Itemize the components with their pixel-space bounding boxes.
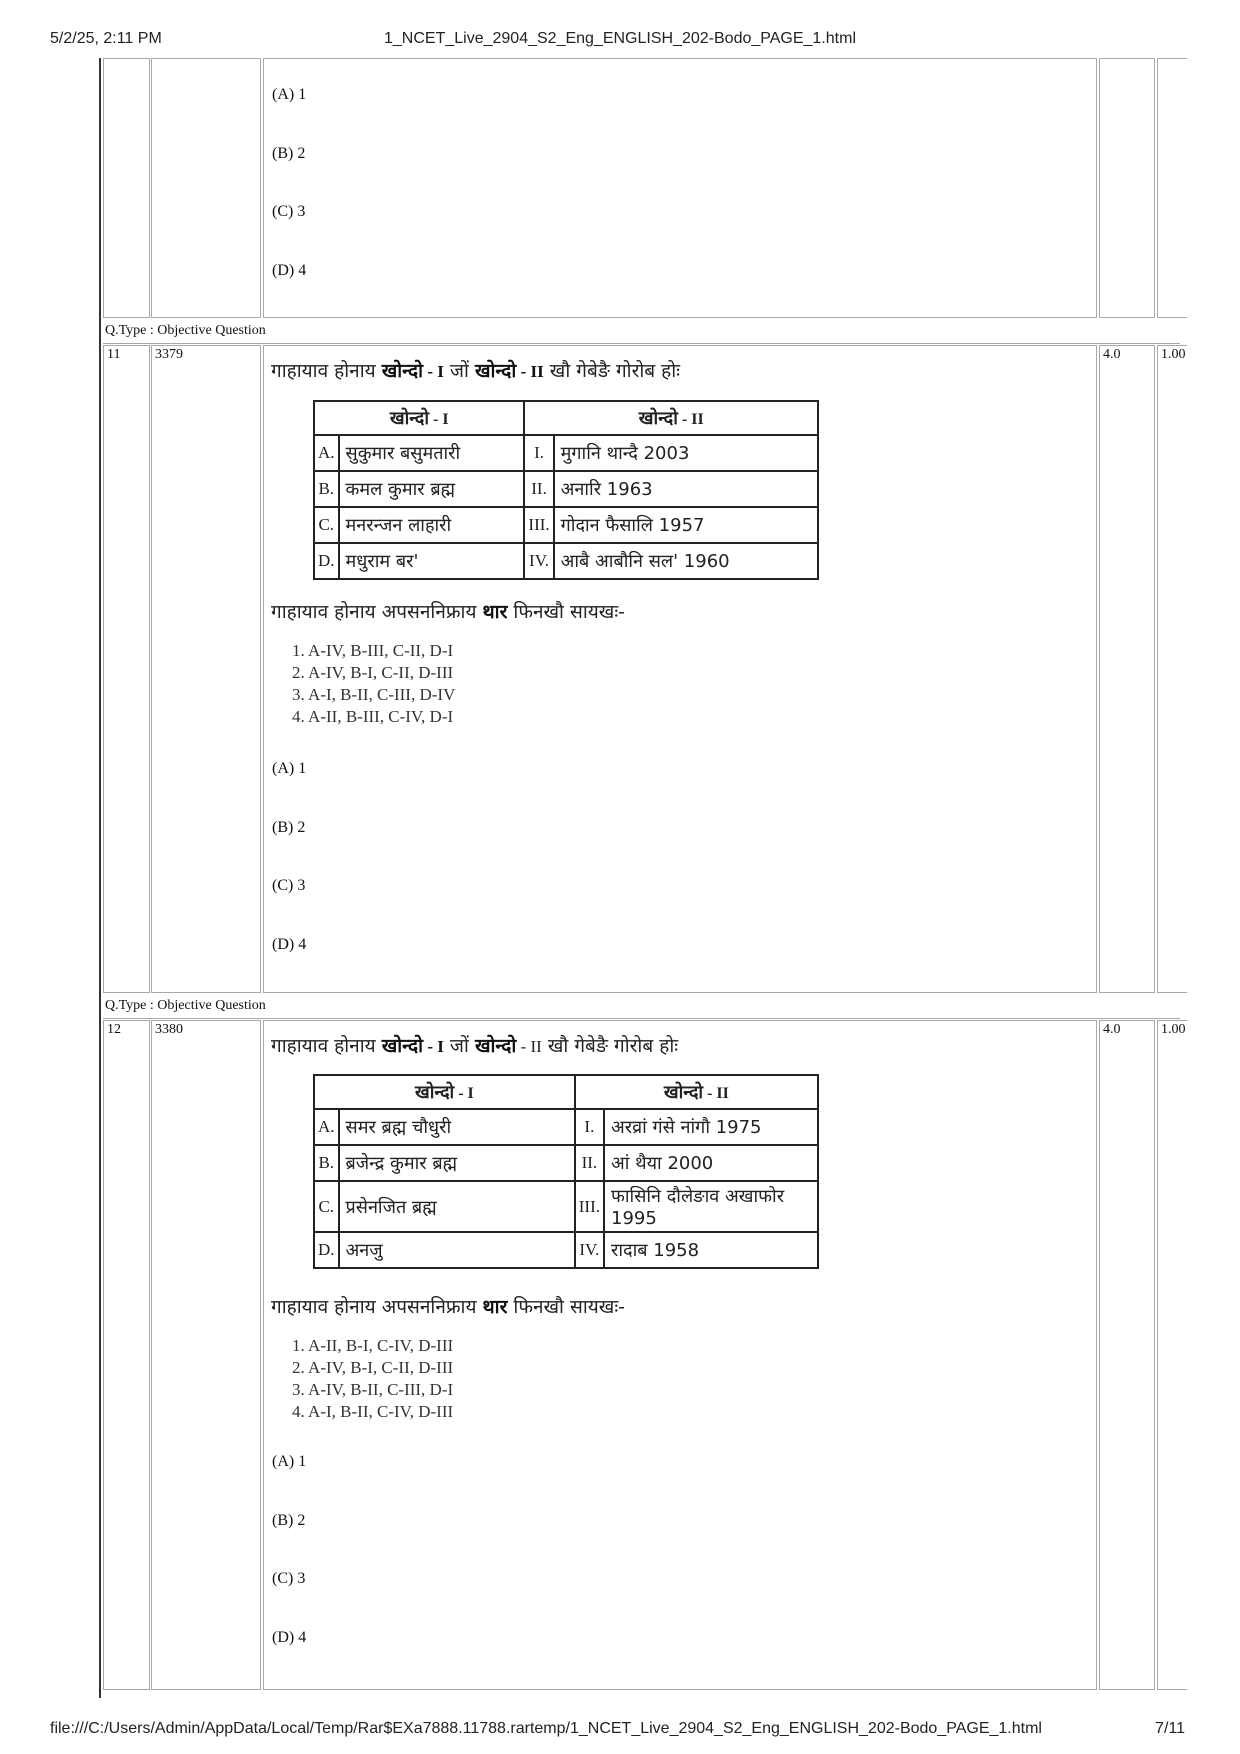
row-key: B. <box>314 471 339 507</box>
question-number: 12 <box>107 1022 121 1037</box>
instruction-text: फिनखौ सायखः- <box>507 1296 626 1318</box>
row-value: समर ब्रह्म चौधुरी <box>339 1109 575 1145</box>
list-1-numeral: - I <box>423 362 444 381</box>
match-table <box>313 1074 819 1269</box>
list-2-numeral: - II <box>516 362 544 381</box>
qtype-text: Q.Type : Objective Question <box>105 323 266 338</box>
question-number-cell <box>103 345 150 993</box>
prev-option-a[interactable]: (A) 1 <box>272 86 307 103</box>
list-2-header <box>524 401 818 435</box>
list-1-word: खोन्दो <box>381 1035 424 1057</box>
negative-marks: 1.00 <box>1161 347 1186 362</box>
row-value: कमल कुमार ब्रह्म <box>339 471 525 507</box>
question-stem <box>271 357 680 383</box>
list-item: 4. A-II, B-III, C-IV, D-I <box>292 707 454 726</box>
table-row <box>314 1181 818 1232</box>
instruction-text: गाहायाव होनाय अपसननिफ्राय <box>271 1296 483 1318</box>
list-item: 2. A-IV, B-I, C-II, D-III <box>292 663 454 682</box>
answer-combinations <box>292 640 455 728</box>
table-row <box>314 1232 818 1268</box>
list-1-word: खोन्दो <box>381 360 424 382</box>
row-value: रादाब 1958 <box>604 1232 818 1268</box>
row-key: II. <box>524 471 553 507</box>
row-value: मुगानि थान्दै 2003 <box>554 435 818 471</box>
row-key: I. <box>524 435 553 471</box>
prev-sno-cell <box>103 58 150 318</box>
question-id-cell <box>151 345 261 993</box>
table-row <box>314 471 818 507</box>
list-1-header <box>314 401 524 435</box>
row-key: III. <box>575 1181 604 1232</box>
option-a[interactable]: (A) 1 <box>272 760 307 777</box>
prev-option-b[interactable]: (B) 2 <box>272 145 306 162</box>
list-2-numeral: - II <box>516 1037 542 1056</box>
marks-cell <box>1099 345 1155 993</box>
row-value: अनारि 1963 <box>554 471 818 507</box>
stem-text: गाहायाव होनाय <box>271 1035 382 1057</box>
divider <box>103 343 1180 344</box>
header-numeral: - I <box>429 411 449 428</box>
row-key: I. <box>575 1109 604 1145</box>
header-numeral: - I <box>454 1085 474 1102</box>
negative-marks-cell <box>1157 345 1187 993</box>
marks: 4.0 <box>1103 347 1121 362</box>
row-value: मनरन्जन लाहारी <box>339 507 525 543</box>
option-b[interactable]: (B) 2 <box>272 819 306 836</box>
prev-marks-cell <box>1099 58 1155 318</box>
prev-question-cell <box>263 58 1097 318</box>
stem-text: जों <box>443 360 475 382</box>
instruction-text: गाहायाव होनाय अपसननिफ्राय <box>271 601 483 623</box>
row-value: आं थैया 2000 <box>604 1145 818 1181</box>
option-c[interactable]: (C) 3 <box>272 877 306 894</box>
instruction-bold: थार <box>482 601 508 623</box>
row-value: फासिनि दौलेङाव अखाफोर 1995 <box>604 1181 818 1232</box>
header-word: खोन्दो <box>389 408 430 429</box>
row-key: B. <box>314 1145 339 1181</box>
question-stem <box>271 1032 678 1058</box>
print-page-title: 1_NCET_Live_2904_S2_Eng_ENGLISH_202-Bodo_PAGE_1.html <box>384 30 856 47</box>
list-item: 3. A-I, B-II, C-III, D-IV <box>292 685 456 704</box>
question-number-cell <box>103 1020 150 1690</box>
match-table-header <box>314 401 818 435</box>
list-2-header <box>575 1075 818 1109</box>
row-key: III. <box>524 507 553 543</box>
instruction-bold: थार <box>482 1296 508 1318</box>
row-key: D. <box>314 543 339 579</box>
header-word: खोन्दो <box>415 1082 455 1103</box>
stem-text: खौ गेबेङै गोरोब होः <box>541 1035 679 1057</box>
divider <box>103 1018 1180 1019</box>
option-c[interactable]: (C) 3 <box>272 1570 306 1587</box>
prev-option-c[interactable]: (C) 3 <box>272 203 306 220</box>
table-row <box>314 1109 818 1145</box>
prev-option-d[interactable]: (D) 4 <box>272 262 307 279</box>
qtype-label <box>103 995 1180 1019</box>
row-value: अरव्रां गंसे नांगौ 1975 <box>604 1109 818 1145</box>
list-1-header <box>314 1075 575 1109</box>
list-item: 2. A-IV, B-I, C-II, D-III <box>292 1358 454 1377</box>
question-id: 3379 <box>155 347 183 362</box>
list-2-word: खोन्दो <box>474 1035 517 1057</box>
header-numeral: - II <box>703 1085 729 1102</box>
table-row <box>314 507 818 543</box>
row-key: IV. <box>575 1232 604 1268</box>
prev-qid-cell <box>151 58 261 318</box>
question-id: 3380 <box>155 1022 183 1037</box>
row-key: A. <box>314 435 339 471</box>
negative-marks-cell <box>1157 1020 1187 1690</box>
instruction-text: फिनखौ सायखः- <box>507 601 626 623</box>
row-value: प्रसेनजित ब्रह्म <box>339 1181 575 1232</box>
choose-instruction <box>271 1293 625 1319</box>
row-value: गोदान फैसालि 1957 <box>554 507 818 543</box>
negative-marks: 1.00 <box>1161 1022 1186 1037</box>
marks-cell <box>1099 1020 1155 1690</box>
table-row <box>314 435 818 471</box>
option-a[interactable]: (A) 1 <box>272 1453 307 1470</box>
row-value: आबै आबौनि सल' 1960 <box>554 543 818 579</box>
list-2-word: खोन्दो <box>474 360 517 382</box>
row-key: C. <box>314 1181 339 1232</box>
row-key: C. <box>314 507 339 543</box>
qtype-label <box>103 320 1180 344</box>
row-key: IV. <box>524 543 553 579</box>
option-b[interactable]: (B) 2 <box>272 1512 306 1529</box>
row-value: मधुराम बर' <box>339 543 525 579</box>
stem-text: खौ गेबेङै गोरोब होः <box>543 360 681 382</box>
answer-combinations <box>292 1335 453 1423</box>
option-d[interactable]: (D) 4 <box>272 936 307 953</box>
qtype-text: Q.Type : Objective Question <box>105 998 266 1013</box>
choose-instruction <box>271 598 625 624</box>
list-1-numeral: - I <box>423 1037 444 1056</box>
row-value: अनजु <box>339 1232 575 1268</box>
prev-negative-cell <box>1157 58 1187 318</box>
print-file-path: file:///C:/Users/Admin/AppData/Local/Temp/Rar$EXa7888.11788.rartemp/1_NCET_Live_2904_S2_Eng_ENGLISH_202-Bodo_PAGE_1.html <box>50 1720 1042 1737</box>
print-page-count: 7/11 <box>1155 1720 1185 1737</box>
option-d[interactable]: (D) 4 <box>272 1629 307 1646</box>
row-key: II. <box>575 1145 604 1181</box>
row-key: D. <box>314 1232 339 1268</box>
table-row <box>314 1145 818 1181</box>
row-key: A. <box>314 1109 339 1145</box>
header-word: खोन्दो <box>663 1082 704 1103</box>
match-table-header <box>314 1075 818 1109</box>
row-value: सुकुमार बसुमतारी <box>339 435 525 471</box>
table-row <box>314 543 818 579</box>
list-item: 1. A-II, B-I, C-IV, D-III <box>292 1336 454 1355</box>
list-item: 1. A-IV, B-III, C-II, D-I <box>292 641 454 660</box>
print-datetime: 5/2/25, 2:11 PM <box>50 30 162 47</box>
header-numeral: - II <box>677 411 704 428</box>
list-item: 4. A-I, B-II, C-IV, D-III <box>292 1402 454 1421</box>
match-table <box>313 400 819 580</box>
stem-text: गाहायाव होनाय <box>271 360 382 382</box>
list-item: 3. A-IV, B-II, C-III, D-I <box>292 1380 454 1399</box>
question-id-cell <box>151 1020 261 1690</box>
header-word: खोन्दो <box>638 408 678 429</box>
left-border-line <box>99 58 101 1698</box>
question-number: 11 <box>107 347 121 362</box>
row-value: ब्रजेन्द्र कुमार ब्रह्म <box>339 1145 575 1181</box>
marks: 4.0 <box>1103 1022 1121 1037</box>
stem-text: जों <box>443 1035 475 1057</box>
